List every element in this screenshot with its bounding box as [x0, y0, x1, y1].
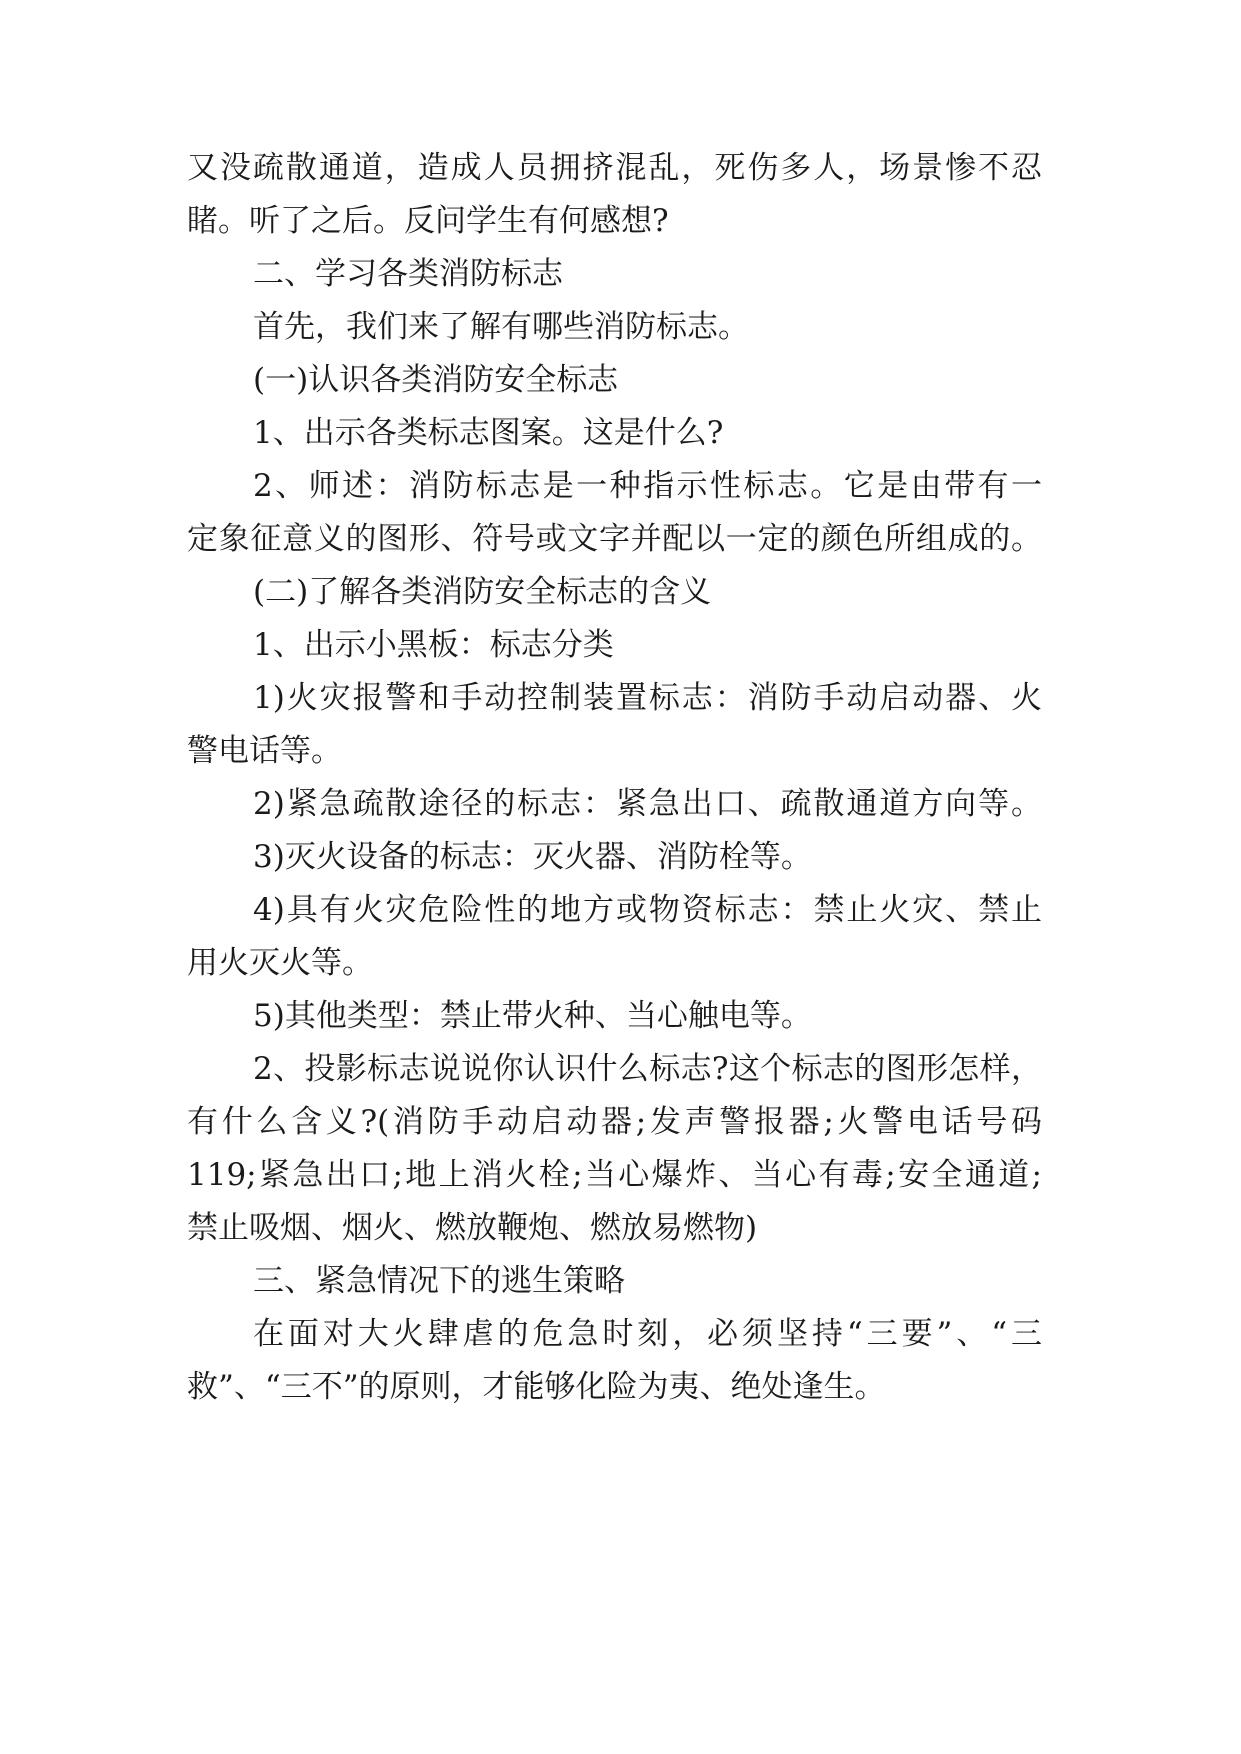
body-line: 1、出示各类标志图案。这是什么? — [253, 415, 724, 451]
body-line: 2、投影标志说说你认识什么标志?这个标志的图形怎样， — [253, 1051, 1042, 1087]
body-line: 首先，我们来了解有哪些消防标志。 — [253, 309, 749, 345]
list-item: 4)具有火灾危险性的地方或物资标志：禁止火灾、禁止 — [253, 892, 1042, 928]
body-line: 睹。听了之后。反问学生有何感想? — [187, 203, 669, 239]
subsection-heading: (一)认识各类消防安全标志 — [253, 362, 619, 398]
body-line: 又没疏散通道，造成人员拥挤混乱，死伤多人，场景惨不忍 — [187, 150, 1042, 186]
section-heading: 三、紧急情况下的逃生策略 — [253, 1263, 625, 1299]
list-item-continuation: 用火灭火等。 — [187, 945, 373, 981]
list-item: 2)紧急疏散途径的标志：紧急出口、疏散通道方向等。 — [253, 786, 1042, 822]
list-item: 1)火灾报警和手动控制装置标志：消防手动启动器、火 — [253, 680, 1042, 716]
list-item: 5)其他类型：禁止带火种、当心触电等。 — [253, 998, 812, 1034]
list-item-continuation: 警电话等。 — [187, 733, 342, 769]
body-line: 119;紧急出口;地上消火栓;当心爆炸、当心有毒;安全通道; — [187, 1157, 1042, 1193]
body-line: 禁止吸烟、烟火、燃放鞭炮、燃放易燃物) — [187, 1210, 758, 1246]
body-line: 在面对大火肆虐的危急时刻，必须坚持“三要”、“三 — [253, 1316, 1042, 1352]
body-line: 2、师述：消防标志是一种指示性标志。它是由带有一 — [253, 468, 1042, 504]
section-heading: 二、学习各类消防标志 — [253, 256, 563, 292]
body-line: 1、出示小黑板：标志分类 — [253, 627, 614, 663]
body-line: 救”、“三不”的原则，才能够化险为夷、绝处逢生。 — [187, 1369, 886, 1405]
body-line: 定象征意义的图形、符号或文字并配以一定的颜色所组成的。 — [187, 521, 1042, 557]
body-line: 有什么含义?(消防手动启动器;发声警报器;火警电话号码 — [187, 1104, 1042, 1140]
subsection-heading: (二)了解各类消防安全标志的含义 — [253, 574, 712, 610]
list-item: 3)灭火设备的标志：灭火器、消防栓等。 — [253, 839, 812, 875]
